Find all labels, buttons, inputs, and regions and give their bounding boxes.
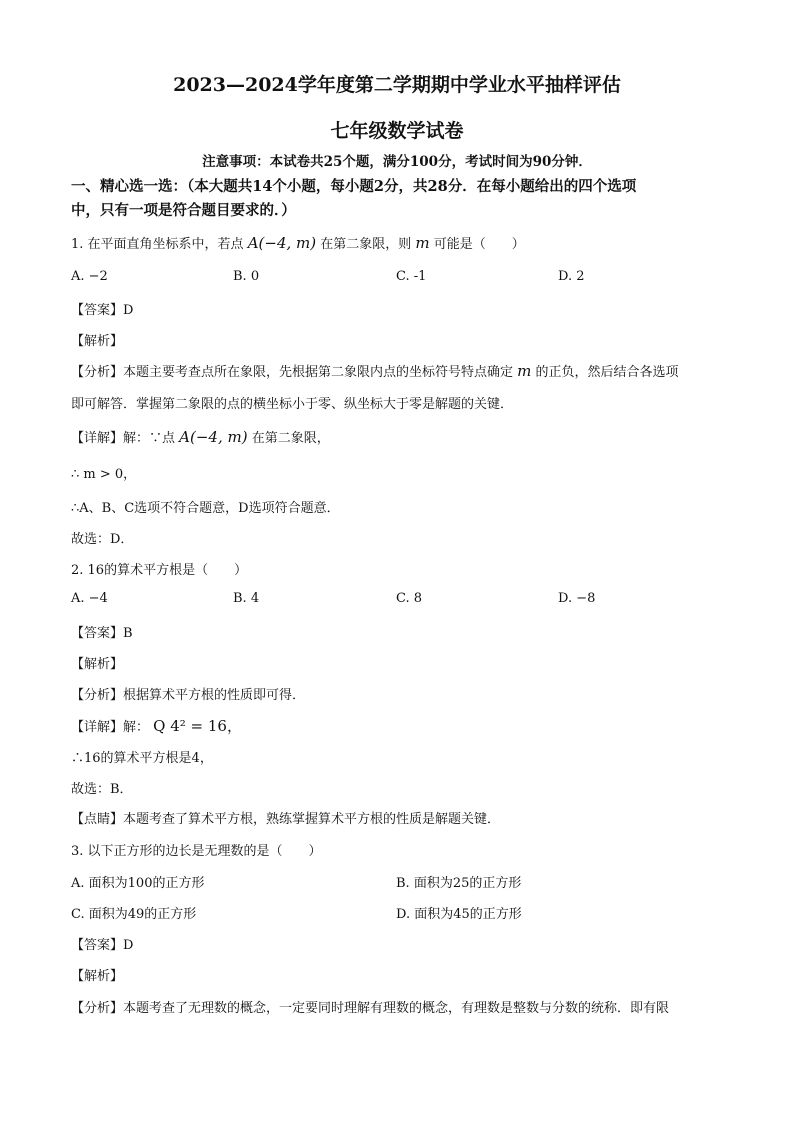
section-heading-line1: 一、精心选一选：（本大题共14个小题，每小题2分，共28分．在每小题给出的四个选项: [71, 178, 637, 195]
q2-conclusion: ∴16的算术平方根是4，: [71, 751, 213, 766]
q2-stem: 2. 16的算术平方根是（ ）: [71, 563, 248, 578]
q1-stem-part-c: 可能是（ ）: [433, 237, 525, 252]
q1-option-a: A. −2: [71, 269, 108, 284]
q2-option-a: A. −4: [71, 591, 108, 606]
q1-option-c: C. -1: [396, 269, 427, 284]
q2-option-c: C. 8: [396, 591, 423, 606]
q2-detail: [71, 715, 242, 736]
exam-title: 2023—2024学年度第二学期期中学业水平抽样评估: [173, 74, 621, 96]
q1-option-d: D. 2: [558, 269, 585, 284]
q1-var-m: m: [415, 234, 430, 252]
q1-conclusion: ∴A、B、C选项不符合题意，D选项符合题意．: [71, 501, 340, 516]
q3-answer: 【答案】D: [71, 938, 134, 953]
exam-subtitle: 七年级数学试卷: [330, 120, 464, 142]
q2-detail-part-a: 【详解】解：: [71, 720, 150, 735]
q3-option-b: B. 面积为25的正方形: [396, 876, 522, 891]
q3-option-c: C. 面积为49的正方形: [71, 907, 197, 922]
section-heading-line2: 中，只有一项是符合题目要求的．）: [71, 202, 296, 219]
q1-point: A(−4, m): [247, 234, 317, 252]
q2-answer: 【答案】B: [71, 626, 133, 641]
q2-option-d: D. −8: [558, 591, 596, 606]
q1-detail-part-a: 【详解】解：∵点: [71, 431, 176, 446]
q2-detail-math: Q 4² = 16，: [153, 717, 242, 735]
q2-analysis: 【分析】根据算术平方根的性质即可得．: [71, 688, 306, 703]
q1-analysis-part-a: 【分析】本题主要考查点所在象限，先根据第二象限内点的坐标符号特点确定: [71, 365, 514, 380]
q2-comment: 【点睛】本题考查了算术平方根，熟练掌握算术平方根的性质是解题关键．: [71, 812, 501, 827]
q2-jiexi-label: 【解析】: [71, 657, 124, 672]
q1-analysis-part-b: 的正负，然后结合各选项: [535, 365, 679, 380]
q1-therefore: ∴ m > 0，: [71, 467, 137, 482]
q1-analysis: [71, 361, 679, 380]
exam-notice: 注意事项：本试卷共25个题，满分100分，考试时间为90分钟．: [202, 154, 592, 170]
q1-option-b: B. 0: [233, 269, 260, 284]
q2-option-b: B. 4: [233, 591, 260, 606]
q3-option-a: A. 面积为100的正方形: [71, 876, 205, 891]
q1-stem-part-a: 1. 在平面直角坐标系中，若点: [71, 237, 244, 252]
q1-analysis-m: m: [517, 362, 532, 380]
q1-detail-point: A(−4, m): [179, 428, 248, 446]
q1-answer: 【答案】D: [71, 303, 134, 318]
q3-jiexi-label: 【解析】: [71, 969, 124, 984]
q1-detail-part-b: 在第二象限，: [251, 431, 330, 446]
q1-detail: [71, 427, 330, 446]
q1-jiexi-label: 【解析】: [71, 334, 124, 349]
q3-stem: 3. 以下正方形的边长是无理数的是（ ）: [71, 844, 322, 859]
q1-choose: 故选：D．: [71, 532, 134, 547]
q1-stem-part-b: 在第二象限，则: [320, 237, 412, 252]
q3-analysis: 【分析】本题考查了无理数的概念，一定要同时理解有理数的概念，有理数是整数与分数的统称．即有限: [71, 1001, 670, 1016]
q2-choose: 故选：B．: [71, 782, 133, 797]
q1-stem: [71, 233, 525, 252]
q3-option-d: D. 面积为45的正方形: [396, 907, 522, 922]
q1-analysis-line2: 即可解答．掌握第二象限的点的横坐标小于零、纵坐标大于零是解题的关键．: [71, 397, 514, 412]
